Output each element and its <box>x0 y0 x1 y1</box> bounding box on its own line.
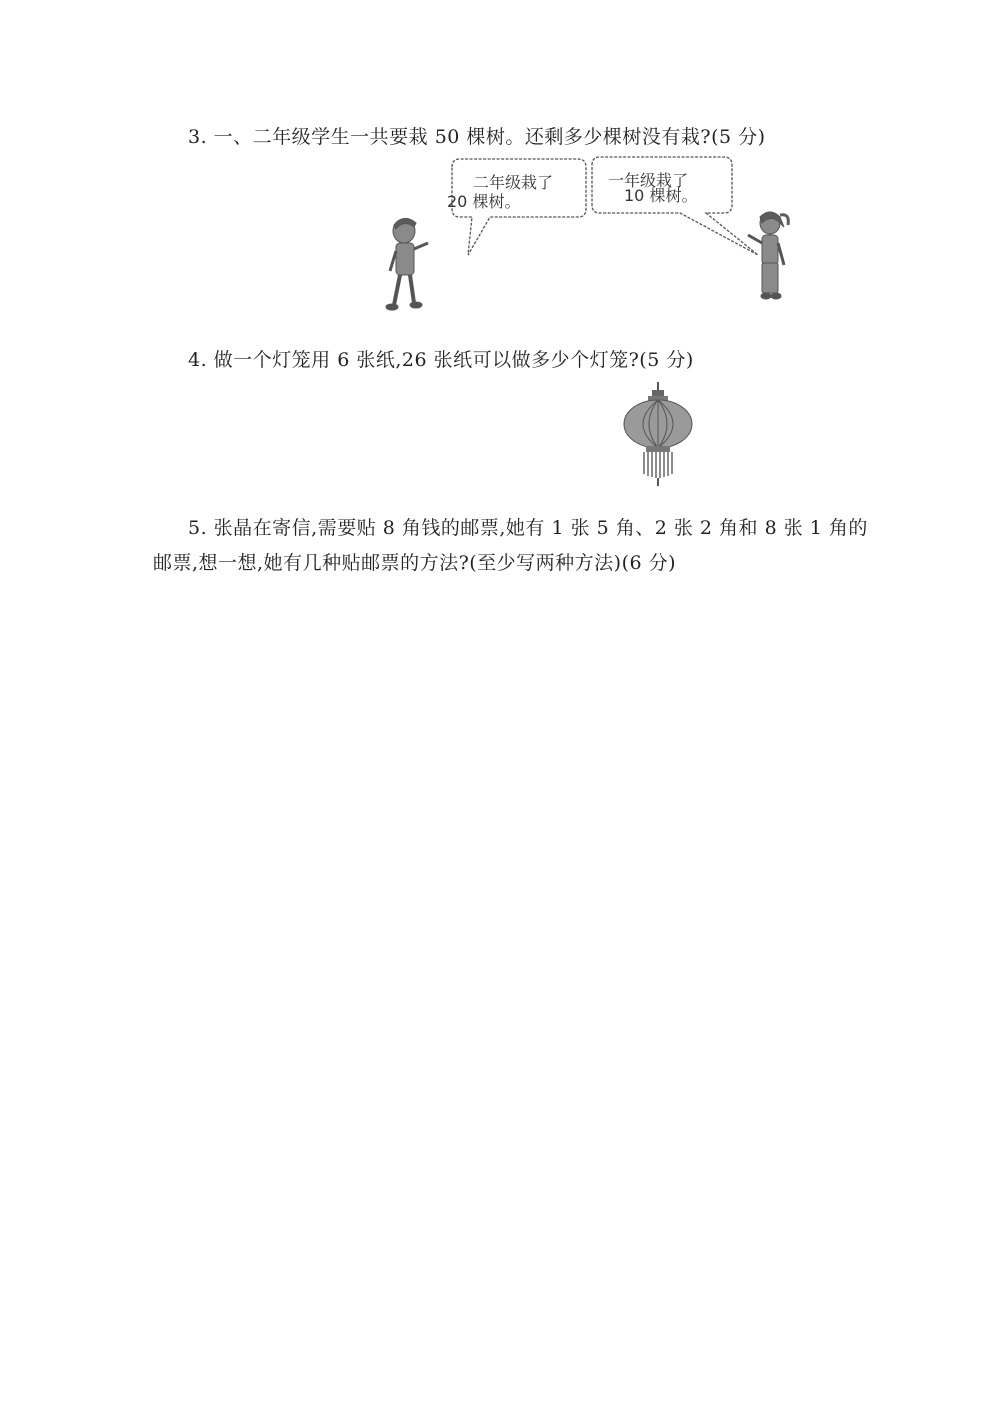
bubble-left-line1: 二年级栽了 <box>473 173 554 192</box>
bubble-left-line2: 20 棵树。 <box>447 192 521 211</box>
bubble-right-line2: 10 棵树。 <box>624 186 698 205</box>
question-5-line2: 邮票,想一想,她有几种贴邮票的方法?(至少写两种方法)(6 分) <box>153 552 677 574</box>
girl-icon <box>748 212 788 299</box>
question-3: 3. 一、二年级学生一共要栽 50 棵树。还剩多少棵树没有栽?(5 分) <box>188 126 766 148</box>
speech-bubbles-illustration <box>380 155 800 315</box>
lantern-icon <box>618 382 698 488</box>
bubble-right-line1: 一年级栽了 <box>608 171 689 190</box>
question-5-line1: 5. 张晶在寄信,需要贴 8 角钱的邮票,她有 1 张 5 角、2 张 2 角和 8 张 1 角的 <box>188 517 868 539</box>
question-4: 4. 做一个灯笼用 6 张纸,26 张纸可以做多少个灯笼?(5 分) <box>188 349 694 371</box>
boy-icon <box>386 218 428 310</box>
